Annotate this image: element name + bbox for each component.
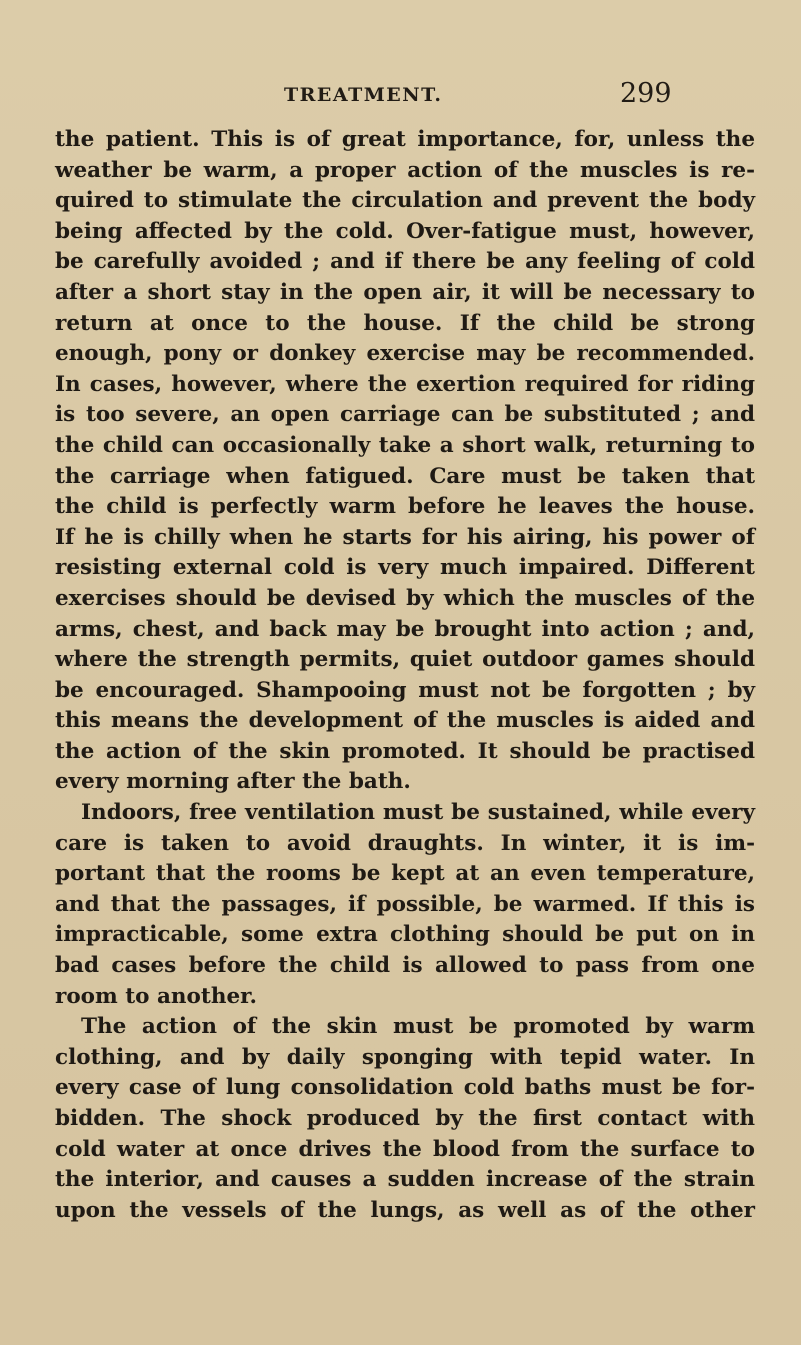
text-line: every morning after the bath.	[55, 769, 411, 795]
text-line: weather be warm, a proper action of the muscles is re-	[55, 157, 755, 183]
text-line: quired to stimulate the circulation and prevent the body	[55, 188, 755, 214]
text-line: resisting external cold is very much impaired. Different	[55, 555, 755, 581]
text-line: clothing, and by daily sponging with tepid water. In	[55, 1044, 755, 1070]
running-title: TREATMENT.	[284, 84, 443, 106]
text-line: bad cases before the child is allowed to pass from one	[55, 953, 755, 979]
text-line: In cases, however, where the exertion required for riding	[55, 371, 755, 397]
text-line: is too severe, an open carriage can be substituted ; and	[55, 402, 755, 428]
text-line: room to another.	[55, 983, 257, 1009]
text-line: care is taken to avoid draughts. In winter, it is im-	[55, 830, 755, 856]
text-line: and that the passages, if possible, be warmed. If this is	[55, 891, 755, 917]
text-line: every case of lung consolidation cold baths must be for-	[55, 1075, 755, 1101]
text-line: arms, chest, and back may be brought into action ; and,	[55, 616, 755, 642]
text-line: the child is perfectly warm before he leaves the house.	[55, 494, 755, 520]
text-line: be encouraged. Shampooing must not be forgotten ; by	[55, 677, 755, 703]
text-line: the carriage when fatigued. Care must be taken that	[55, 463, 755, 489]
text-line: the interior, and causes a sudden increase of the strain	[55, 1167, 755, 1193]
text-line: where the strength permits, quiet outdoor games should	[55, 647, 755, 673]
paragraph-start-line: Indoors, free ventilation must be sustained, while every	[81, 800, 755, 826]
paragraph-start-line: The action of the skin must be promoted by warm	[81, 1014, 755, 1040]
text-line: the child can occasionally take a short walk, returning to	[55, 432, 755, 458]
text-line: after a short stay in the open air, it will be necessary to	[55, 279, 755, 305]
text-line: bidden. The shock produced by the first contact with	[55, 1106, 755, 1131]
text-line: the patient. This is of great importance, for, unless the	[55, 127, 755, 152]
text-line: the action of the skin promoted. It should be practised	[55, 738, 755, 764]
text-line: enough, pony or donkey exercise may be recommended.	[55, 341, 755, 367]
text-line: return at once to the house. If the child be strong	[55, 310, 755, 336]
text-line: exercises should be devised by which the muscles of the	[55, 585, 755, 611]
text-line: impracticable, some extra clothing should be put on in	[55, 922, 755, 948]
text-line: cold water at once drives the blood from the surface to	[55, 1136, 755, 1162]
text-line: being affected by the cold. Over-fatigue must, however,	[55, 218, 755, 244]
text-line: be carefully avoided ; and if there be any feeling of cold	[55, 249, 755, 275]
page-number: 299	[620, 78, 672, 109]
text-line: this means the development of the muscles is aided and	[55, 708, 755, 734]
text-line: upon the vessels of the lungs, as well as of the other	[55, 1197, 755, 1223]
text-line: If he is chilly when he starts for his airing, his power of	[55, 524, 755, 550]
running-head	[0, 78, 801, 112]
body-text	[55, 125, 755, 1226]
text-line: portant that the rooms be kept at an even temperature,	[55, 861, 755, 887]
